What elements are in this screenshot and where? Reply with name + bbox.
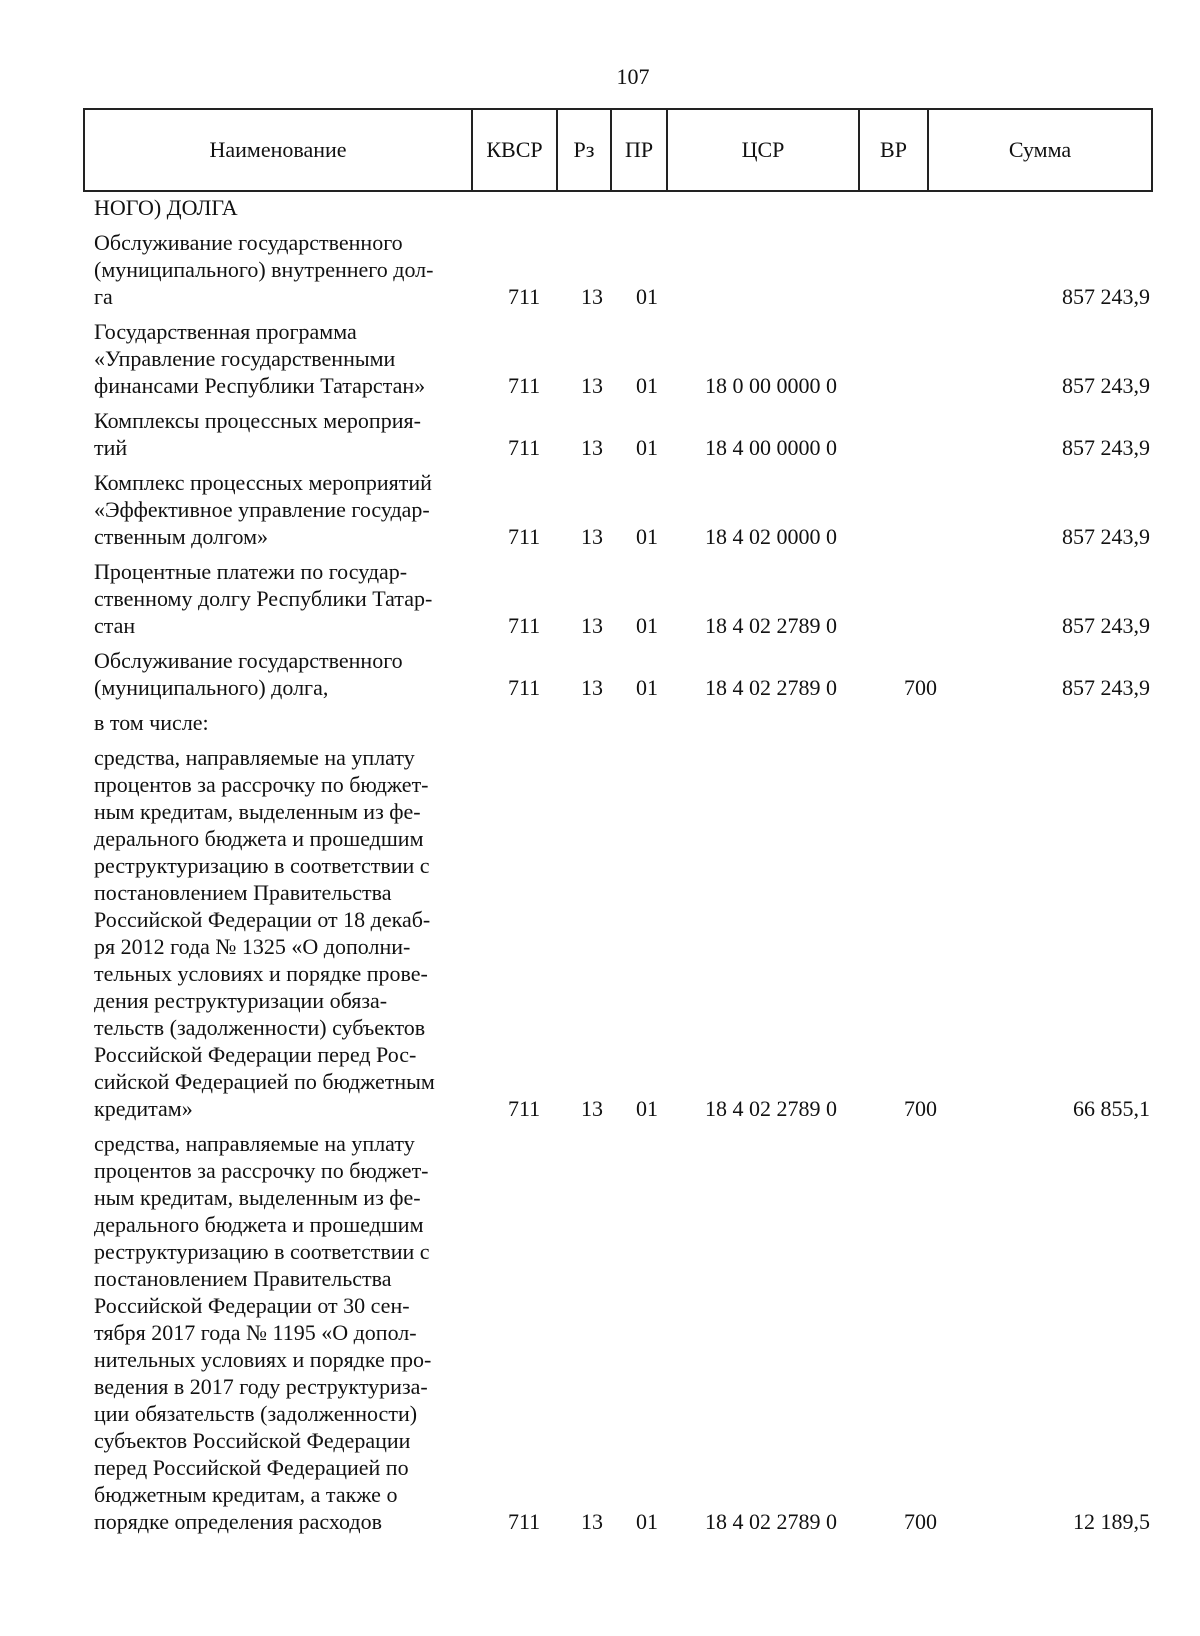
page-number: 107 [616,64,650,89]
row-name: средства, направляемые на уплату процентов за рассрочку по бюджет- ным кредитам, выделенным из фе- дерального бюджета и прошедшим реструктуризацию в соответствии с постановлением Правительства Российской Федерации от 30 сен- тября 2017 года № 1195 «О допол- нительных условиях и порядке про- ведения в 2017 году реструктуриза- ции обязательств (задолженности) субъектов Российской Федерации перед Российской Федерацией по бюджетным кредитам, а также о порядке определения расходов [94,1131,432,1534]
column-header-kvsr: КВСР [472,109,557,191]
row-csr: 18 4 02 0000 0 [705,524,837,549]
row-rz: 13 [581,435,603,460]
column-header-vr: ВР [859,109,928,191]
row-sum: 857 243,9 [1062,373,1150,398]
row-name: средства, направляемые на уплату процентов за рассрочку по бюджет- ным кредитам, выделенным из фе- дерального бюджета и прошедшим реструктуризацию в соответствии с постановлением Правительства Российской Федерации от 18 декаб- ря 2012 года № 1325 «О дополни- тельных условиях и порядке прове- дения реструктуризации обяза- тельств (задолженности) субъектов Российской Федерации перед Рос- сийской Федерацией по бюджетным кредитам» [94,745,435,1121]
column-header-pr: ПР [611,109,667,191]
row-sum: 857 243,9 [1062,613,1150,638]
row-sum: 66 855,1 [1073,1096,1150,1121]
table-row [0,407,1200,461]
row-pr: 01 [636,675,658,700]
row-vr: 700 [904,1096,937,1121]
row-csr: 18 4 02 2789 0 [705,1509,837,1534]
row-csr: 18 0 00 0000 0 [705,373,837,398]
row-name: Процентные платежи по государ- ственному долгу Республики Татар- стан [94,559,433,638]
row-rz: 13 [581,613,603,638]
table-body [0,194,1200,1535]
row-rz: 13 [581,524,603,549]
table-row [0,1130,1200,1535]
row-csr: 18 4 02 2789 0 [705,613,837,638]
row-sum: 12 189,5 [1073,1509,1150,1534]
row-csr: 18 4 00 0000 0 [705,435,837,460]
row-name: в том числе: [94,710,209,735]
table-row [0,647,1200,701]
column-header-name: Наименование [84,109,472,191]
row-rz: 13 [581,284,603,309]
row-kvsr: 711 [508,675,541,700]
row-sum: 857 243,9 [1062,524,1150,549]
row-kvsr: 711 [508,524,541,549]
row-kvsr: 711 [508,1509,541,1534]
row-csr: 18 4 02 2789 0 [705,675,837,700]
row-name: Государственная программа «Управление государственными финансами Республики Татарстан» [94,319,426,398]
row-pr: 01 [636,435,658,460]
row-rz: 13 [581,1096,603,1121]
row-kvsr: 711 [508,1096,541,1121]
row-rz: 13 [581,1509,603,1534]
row-kvsr: 711 [508,613,541,638]
table-row [0,709,1200,736]
row-name: Комплекс процессных мероприятий «Эффективное управление государ- ственным долгом» [94,470,432,549]
row-sum: 857 243,9 [1062,435,1150,460]
row-vr: 700 [904,1509,937,1534]
column-header-csr: ЦСР [667,109,859,191]
row-pr: 01 [636,1096,658,1121]
row-csr: 18 4 02 2789 0 [705,1096,837,1121]
row-pr: 01 [636,613,658,638]
table-row [0,469,1200,550]
table-row [0,744,1200,1122]
column-header-rz: Рз [557,109,611,191]
row-pr: 01 [636,284,658,309]
table-header [83,108,1153,192]
row-name: Комплексы процессных мероприя- тий [94,408,421,460]
row-pr: 01 [636,373,658,398]
table-row [0,229,1200,310]
row-pr: 01 [636,524,658,549]
row-sum: 857 243,9 [1062,284,1150,309]
row-name: Обслуживание государственного (муниципального) внутреннего дол- га [94,230,434,309]
row-name: НОГО) ДОЛГА [94,195,238,220]
table-row [0,558,1200,639]
table-row [0,194,1200,221]
table-row [0,318,1200,399]
row-rz: 13 [581,675,603,700]
row-name: Обслуживание государственного (муниципального) долга, [94,648,403,700]
row-kvsr: 711 [508,373,541,398]
row-rz: 13 [581,373,603,398]
row-kvsr: 711 [508,284,541,309]
row-kvsr: 711 [508,435,541,460]
row-vr: 700 [904,675,937,700]
row-pr: 01 [636,1509,658,1534]
row-sum: 857 243,9 [1062,675,1150,700]
column-header-sum: Сумма [928,109,1152,191]
